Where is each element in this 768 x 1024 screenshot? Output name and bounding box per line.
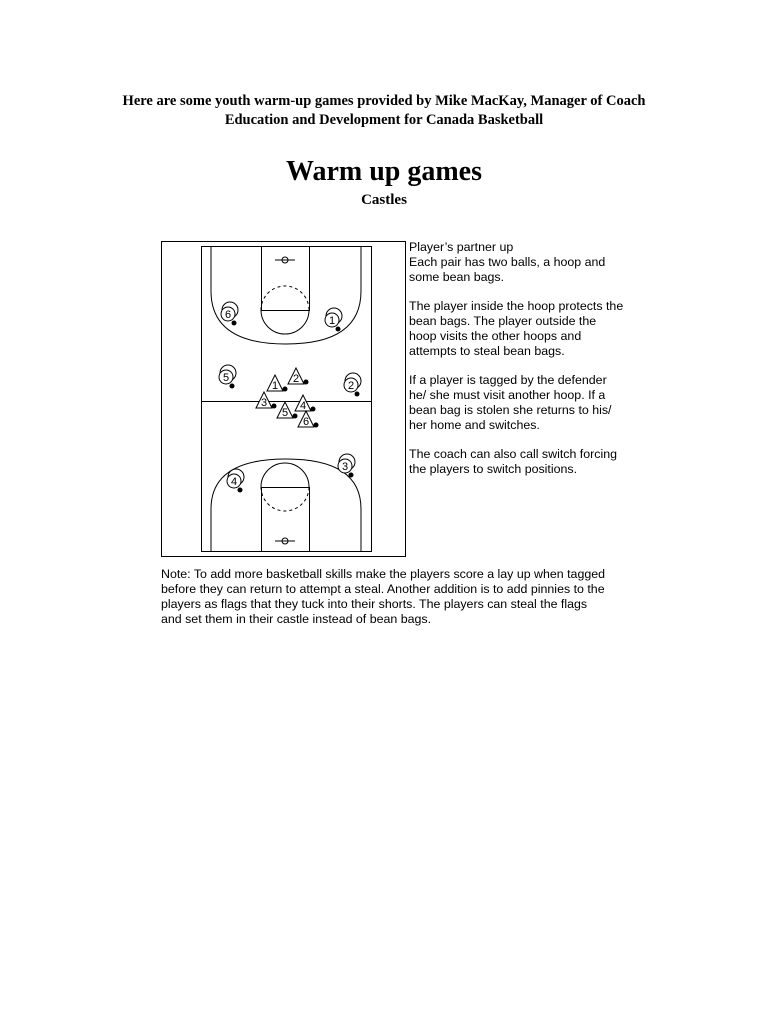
key-bottom (262, 488, 310, 552)
defender-label: 5 (281, 407, 289, 419)
page-title: Warm up games (286, 156, 482, 187)
ball (232, 321, 237, 326)
page-subtitle: Castles (361, 192, 407, 208)
player-label: 2 (347, 380, 355, 392)
free-throw-circle-top (261, 310, 309, 334)
defender-label: 2 (292, 373, 300, 385)
ball (336, 327, 341, 332)
defender-6 (298, 411, 319, 428)
defender-label: 6 (302, 416, 310, 428)
key-top (262, 247, 310, 311)
description-paragraph-3: If a player is tagged by the defender he/ she must visit another hoop. If a bean bag is stolen she returns to his/ her home and switches. (409, 373, 612, 432)
court-svg (161, 241, 406, 557)
description-paragraph-1 (409, 240, 624, 284)
description-paragraph-4: The coach can also call switch forcing the players to switch positions. (409, 447, 617, 476)
diagram-frame (162, 242, 406, 557)
player-5 (219, 365, 236, 389)
defender-5 (277, 402, 298, 419)
player-1 (325, 308, 342, 332)
court-boundary (202, 247, 372, 552)
description-p1-line1: Player’s partner up (409, 240, 514, 254)
player-4 (227, 469, 244, 493)
player-3 (338, 454, 355, 478)
ball (238, 488, 243, 493)
defender-1 (267, 375, 288, 392)
defender-label: 3 (260, 397, 268, 409)
description-column (409, 240, 624, 492)
ball (230, 384, 235, 389)
defender-label: 4 (299, 400, 307, 412)
intro-text: Here are some youth warm-up games provided by Mike MacKay, Manager of Coach Education and Development for Canada Basketball (122, 93, 646, 128)
defender-label: 1 (271, 380, 279, 392)
free-throw-circle-bottom (261, 463, 309, 487)
player-label: 1 (328, 315, 336, 327)
defender-4 (295, 395, 316, 412)
description-p1-line2: Each pair has two balls, a hoop and some bean bags. (409, 254, 606, 284)
defender-3 (256, 392, 277, 409)
ball (349, 473, 354, 478)
player-2 (344, 373, 361, 397)
defender-2 (288, 368, 309, 385)
ball (311, 407, 316, 412)
player-label: 3 (341, 461, 349, 473)
court-diagram (161, 241, 406, 557)
note-text: Note: To add more basketball skills make the players score a lay up when tagged before they can return to attempt a steal. Another addition is to add pinnies to the players as flags that they tuck into their shorts. The players can steal the flags and set them in their castle instead of bean bags. (161, 567, 606, 626)
ball (314, 423, 319, 428)
ball (355, 392, 360, 397)
player-label: 4 (230, 476, 238, 488)
player-6 (221, 302, 238, 326)
ball (293, 414, 298, 419)
ball (283, 387, 288, 392)
three-point-arc-bottom (211, 459, 361, 551)
description-paragraph-2: The player inside the hoop protects the bean bags. The player outside the hoop visits the other hoops and attempts to steal bean bags. (409, 299, 624, 358)
ball (304, 380, 309, 385)
player-label: 6 (224, 309, 232, 321)
player-label: 5 (222, 372, 230, 384)
ball (272, 404, 277, 409)
